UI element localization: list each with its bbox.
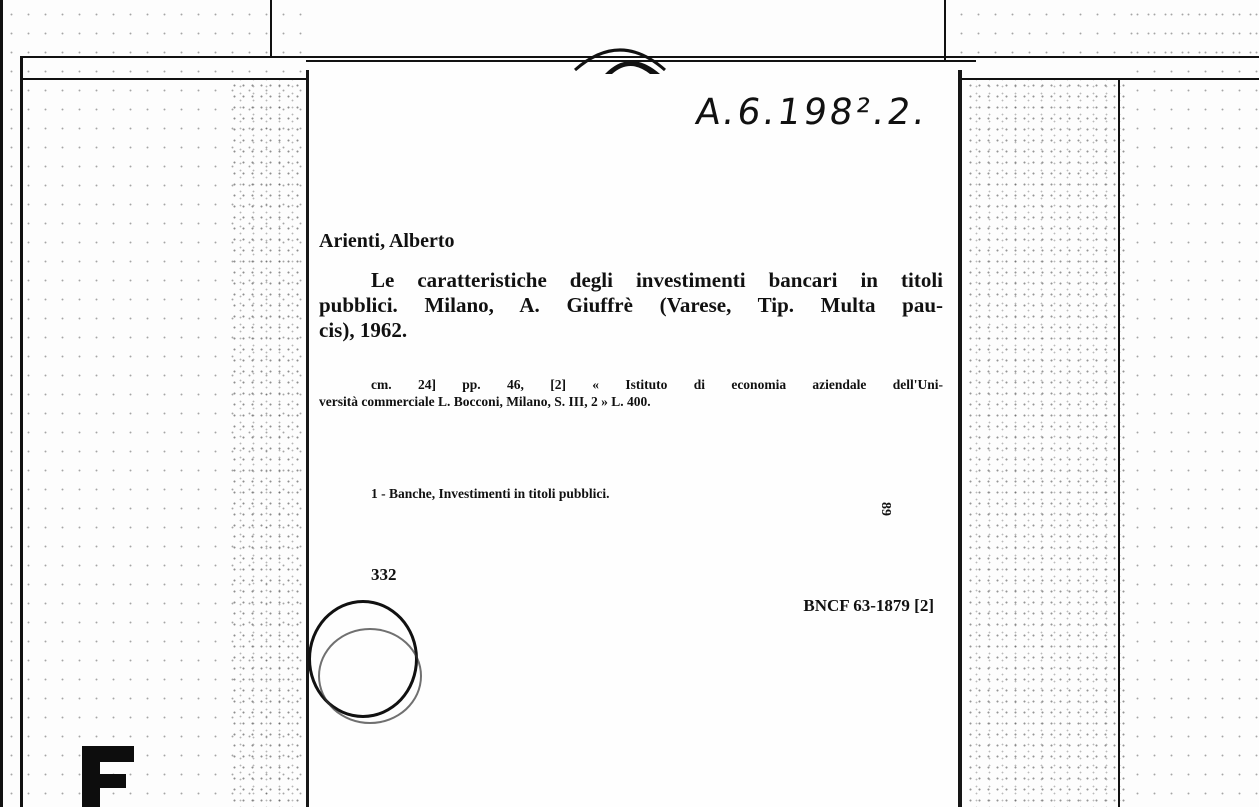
frame-line-top-right	[944, 0, 946, 60]
frame-line-right-1	[1118, 78, 1120, 807]
handwritten-shelfmark: A.6.198².2.	[693, 92, 931, 133]
title-line: cis), 1962.	[319, 318, 408, 342]
frame-line-horizontal-second-right	[962, 78, 1259, 80]
letter-f-fragment	[82, 738, 140, 807]
title-line: pubblici. Milano, A. Giuffrè (Varese, Tip. Multa pau-	[319, 293, 943, 317]
background-left-dense-texture	[230, 80, 302, 807]
frame-line-top-left	[270, 0, 272, 56]
background-far-right-texture	[1126, 0, 1259, 807]
library-code: BNCF 63-1879 [2]	[803, 596, 934, 615]
frame-line-left-outer	[0, 0, 3, 807]
frame-line-horizontal-second	[20, 78, 306, 80]
collation-block	[319, 376, 943, 410]
background-right-texture	[966, 80, 1126, 807]
vertical-card-number: 89	[878, 502, 893, 516]
card-holder-clip	[570, 40, 670, 80]
background-top-texture	[950, 0, 1259, 60]
collation-line: versità commerciale L. Bocconi, Milano, S. III, 2 » L. 400.	[319, 394, 651, 409]
title-line: Le caratteristiche degli investimenti bancari in titoli	[371, 268, 943, 292]
subject-headings: 1 - Banche, Investimenti in titoli pubblici.	[371, 486, 610, 501]
title-publication-block	[319, 268, 943, 343]
card-number: 332	[371, 565, 397, 584]
collation-line: cm. 24] pp. 46, [2] « Istituto di economia aziendale dell'Uni-	[371, 377, 943, 392]
frame-line-left-inner	[20, 56, 23, 807]
card-punch-hole-shadow	[318, 628, 422, 724]
author-heading: Arienti, Alberto	[319, 230, 455, 252]
